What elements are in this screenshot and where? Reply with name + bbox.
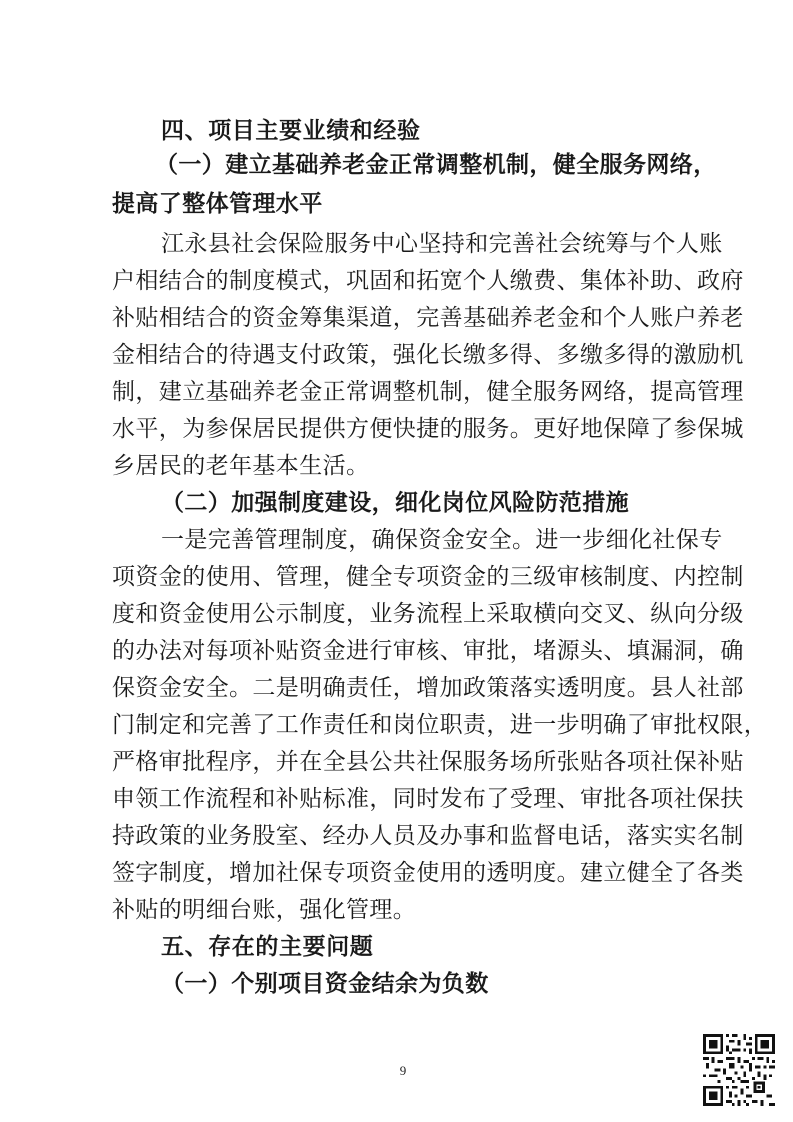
paragraph-2-line-2: 项资金的使用、管理，健全专项资金的三级审核制度、内控制 bbox=[112, 564, 744, 590]
paragraph-2-line-10: 签字制度，增加社保专项资金使用的透明度。建立健全了各类 bbox=[112, 860, 744, 886]
qr-finder-top-left bbox=[703, 1034, 723, 1054]
paragraph-1-line-6: 水平，为参保居民提供方便快捷的服务。更好地保障了参保城 bbox=[112, 416, 744, 442]
subsection-heading-1-line-2: 提高了整体管理水平 bbox=[112, 190, 323, 217]
paragraph-2-line-3: 度和资金使用公示制度，业务流程上采取横向交叉、纵向分级 bbox=[112, 601, 744, 627]
paragraph-1-line-4: 金相结合的待遇支付政策，强化长缴多得、多缴多得的激励机 bbox=[112, 342, 744, 368]
paragraph-2-line-1: 一是完善管理制度，确保资金安全。进一步细化社保专 bbox=[161, 527, 723, 553]
section-heading-five: 五、存在的主要问题 bbox=[161, 934, 374, 960]
paragraph-2-line-8: 申领工作流程和补贴标准，同时发布了受理、审批各项社保扶 bbox=[112, 786, 744, 812]
page-number: 9 bbox=[399, 1063, 407, 1078]
paragraph-1-line-3: 补贴相结合的资金筹集渠道，完善基础养老金和个人账户养老 bbox=[112, 305, 744, 331]
paragraph-2-line-6: 门制定和完善了工作责任和岗位职责，进一步明确了审批权限， bbox=[112, 712, 768, 738]
paragraph-2-line-11: 补贴的明细台账，强化管理。 bbox=[112, 897, 417, 923]
subsection-heading-5-1: （一）个别项目资金结余为负数 bbox=[161, 970, 489, 997]
paragraph-2-line-7: 严格审批程序，并在全县公共社保服务场所张贴各项社保补贴 bbox=[112, 749, 744, 775]
subsection-heading-2: （二）加强制度建设，细化岗位风险防范措施 bbox=[161, 489, 629, 516]
paragraph-2-line-4: 的办法对每项补贴资金进行审核、审批，堵源头、填漏洞，确 bbox=[112, 638, 744, 664]
qr-code-icon bbox=[703, 1034, 775, 1106]
qr-finder-bottom-left bbox=[703, 1086, 723, 1106]
paragraph-2-line-5: 保资金安全。二是明确责任，增加政策落实透明度。县人社部 bbox=[112, 675, 744, 701]
qr-finder-top-right bbox=[755, 1034, 775, 1054]
section-heading-four: 四、项目主要业绩和经验 bbox=[161, 118, 421, 144]
paragraph-1-line-7: 乡居民的老年基本生活。 bbox=[112, 453, 370, 479]
subsection-heading-1-line-1: （一）建立基础养老金正常调整机制，健全服务网络， bbox=[155, 151, 717, 178]
paragraph-1-line-1: 江永县社会保险服务中心坚持和完善社会统筹与个人账 bbox=[161, 231, 723, 257]
paragraph-1-line-2: 户相结合的制度模式，巩固和拓宽个人缴费、集体补助、政府 bbox=[112, 268, 744, 294]
paragraph-2-line-9: 持政策的业务股室、经办人员及办事和监督电话，落实实名制 bbox=[112, 823, 744, 849]
paragraph-1-line-5: 制，建立基础养老金正常调整机制，健全服务网络，提高管理 bbox=[112, 379, 744, 405]
